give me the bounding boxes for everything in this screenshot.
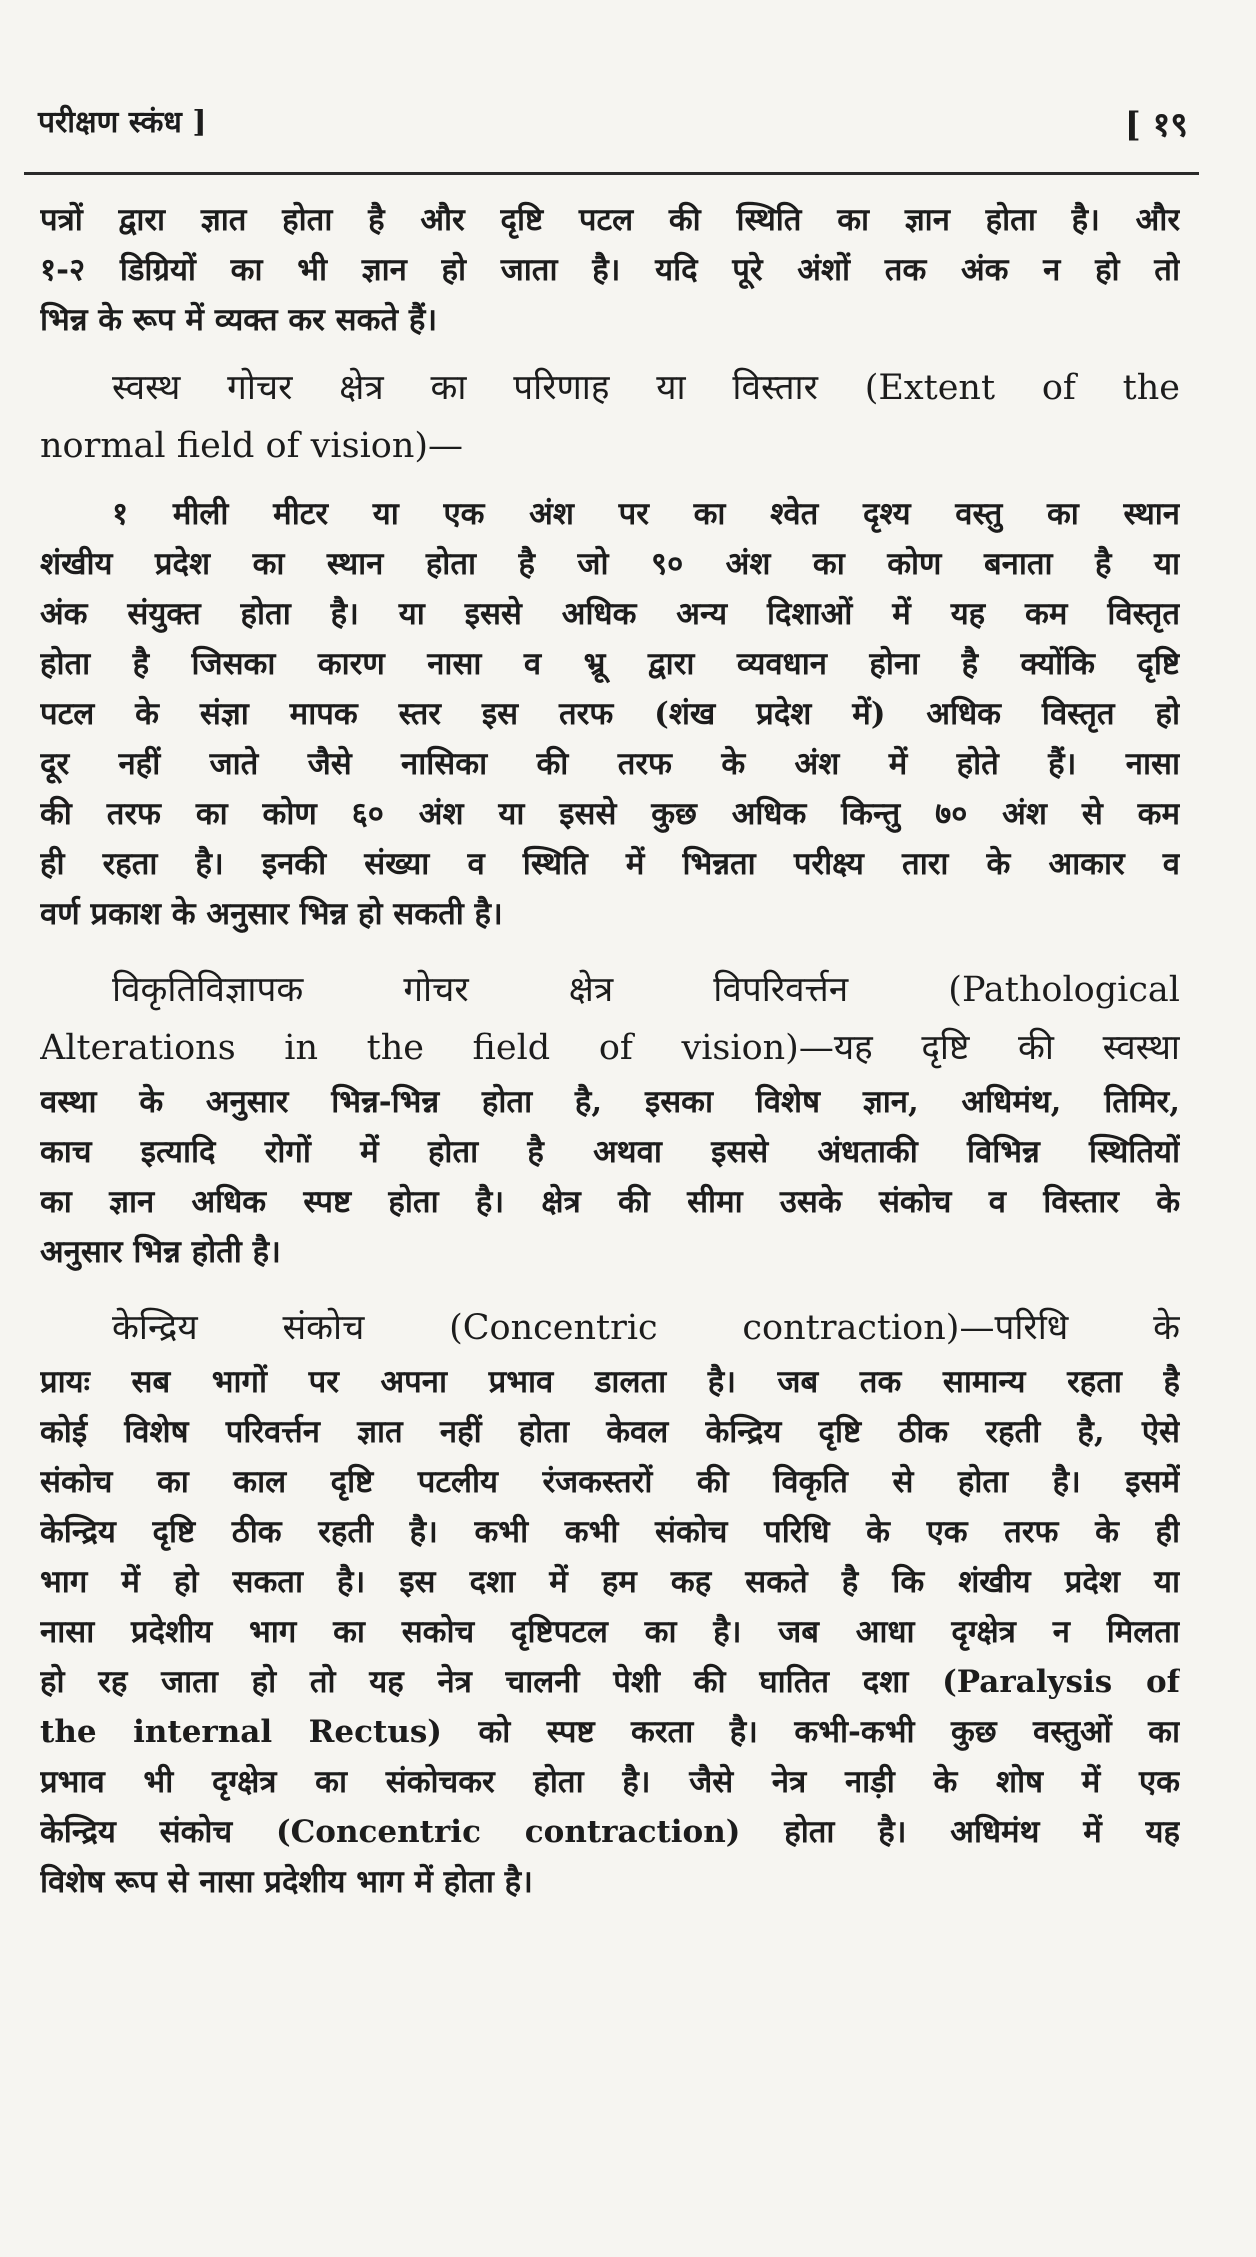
text-line: १ मीली मीटर या एक अंश पर का श्वेत दृश्य वस्तु का स्थान — [112, 496, 1180, 532]
text-line: की तरफ का कोण ६० अंश या इससे कुछ अधिक किन्तु ७० अंश से कम — [40, 796, 1180, 832]
paragraph-3-pathological-alterations — [40, 961, 1180, 1277]
heading-line: Alterations in the field of vision)—यह दृष्टि की स्वस्था — [40, 1028, 1180, 1068]
text-line: अंक संयुक्त होता है। या इससे अधिक अन्य दिशाओं में यह कम विस्तृत — [40, 596, 1180, 632]
text-line: भिन्न के रूप में व्यक्त कर सकते हैं। — [40, 302, 438, 338]
text-line: कोई विशेष परिवर्त्तन ज्ञात नहीं होता केवल केन्द्रिय दृष्टि ठीक रहती है, ऐसे — [40, 1414, 1180, 1450]
section-heading-normal-field — [40, 359, 1180, 475]
running-head: परीक्षण स्कंध ] — [38, 105, 207, 140]
text-line: हो रह जाता हो तो यह नेत्र चालनी पेशी की घातित दशा (Paralysis of — [40, 1664, 1180, 1700]
text-line: ही रहता है। इनकी संख्या व स्थिति में भिन्नता परीक्ष्य तारा के आकार व — [40, 846, 1180, 882]
text-line: काच इत्यादि रोगों में होता है अथवा इससे अंधताकी विभिन्न स्थितियों — [40, 1134, 1180, 1170]
text-line: होता है जिसका कारण नासा व भ्रू द्वारा व्यवधान होना है क्योंकि दृष्टि — [40, 646, 1180, 682]
text-line: का ज्ञान अधिक स्पष्ट होता है। क्षेत्र की सीमा उसके संकोच व विस्तार के — [40, 1184, 1180, 1220]
text-line: प्रभाव भी दृग्क्षेत्र का संकोचकर होता है। जैसे नेत्र नाड़ी के शोष में एक — [40, 1764, 1180, 1800]
heading-line: स्वस्थ गोचर क्षेत्र का परिणाह या विस्तार (Extent of the — [112, 368, 1180, 408]
text-line: प्रायः सब भागों पर अपना प्रभाव डालता है। जब तक सामान्य रहता है — [40, 1364, 1180, 1400]
heading-line: विकृतिविज्ञापक गोचर क्षेत्र विपरिवर्त्तन (Pathological — [112, 970, 1180, 1010]
text-line: विशेष रूप से नासा प्रदेशीय भाग में होता है। — [40, 1864, 533, 1900]
text-line: पटल के संज्ञा मापक स्तर इस तरफ (शंख प्रदेश में) अधिक विस्तृत हो — [40, 696, 1180, 732]
text-line: दूर नहीं जाते जैसे नासिका की तरफ के अंश में होते हैं। नासा — [40, 746, 1180, 782]
body-text — [40, 195, 1180, 1907]
text-line: वस्था के अनुसार भिन्न-भिन्न होता है, इसका विशेष ज्ञान, अधिमंथ, तिमिर, — [40, 1084, 1180, 1120]
text-line: the internal Rectus) को स्पष्ट करता है। कभी-कभी कुछ वस्तुओं का — [40, 1714, 1180, 1750]
text-line: पत्रों द्वारा ज्ञात होता है और दृष्टि पटल की स्थिति का ज्ञान होता है। और — [40, 202, 1180, 238]
paragraph-1 — [40, 195, 1180, 345]
page-number: [ १९ — [1124, 105, 1188, 145]
text-line: संकोच का काल दृष्टि पटलीय रंजकस्तरों की विकृति से होता है। इसमें — [40, 1464, 1180, 1500]
heading-line: केन्द्रिय संकोच (Concentric contraction)—परिधि के — [112, 1308, 1180, 1348]
text-line: शंखीय प्रदेश का स्थान होता है जो ९० अंश का कोण बनाता है या — [40, 546, 1180, 582]
text-line: १-२ डिग्रियों का भी ज्ञान हो जाता है। यदि पूरे अंशों तक अंक न हो तो — [40, 252, 1180, 288]
text-line: केन्द्रिय दृष्टि ठीक रहती है। कभी कभी संकोच परिधि के एक तरफ के ही — [40, 1514, 1180, 1550]
text-line: अनुसार भिन्न होती है। — [40, 1234, 281, 1270]
header-rule — [24, 172, 1199, 175]
text-line: वर्ण प्रकाश के अनुसार भिन्न हो सकती है। — [40, 896, 503, 932]
paragraph-2 — [40, 489, 1180, 939]
text-line: भाग में हो सकता है। इस दशा में हम कह सकते है कि शंखीय प्रदेश या — [40, 1564, 1180, 1600]
paragraph-4-concentric-contraction — [40, 1299, 1180, 1907]
heading-line: normal field of vision)— — [40, 426, 464, 466]
text-line: नासा प्रदेशीय भाग का सकोच दृष्टिपटल का है। जब आधा दृग्क्षेत्र न मिलता — [40, 1614, 1180, 1650]
page-header — [38, 100, 1188, 160]
text-line: केन्द्रिय संकोच (Concentric contraction) होता है। अधिमंथ में यह — [40, 1814, 1180, 1850]
